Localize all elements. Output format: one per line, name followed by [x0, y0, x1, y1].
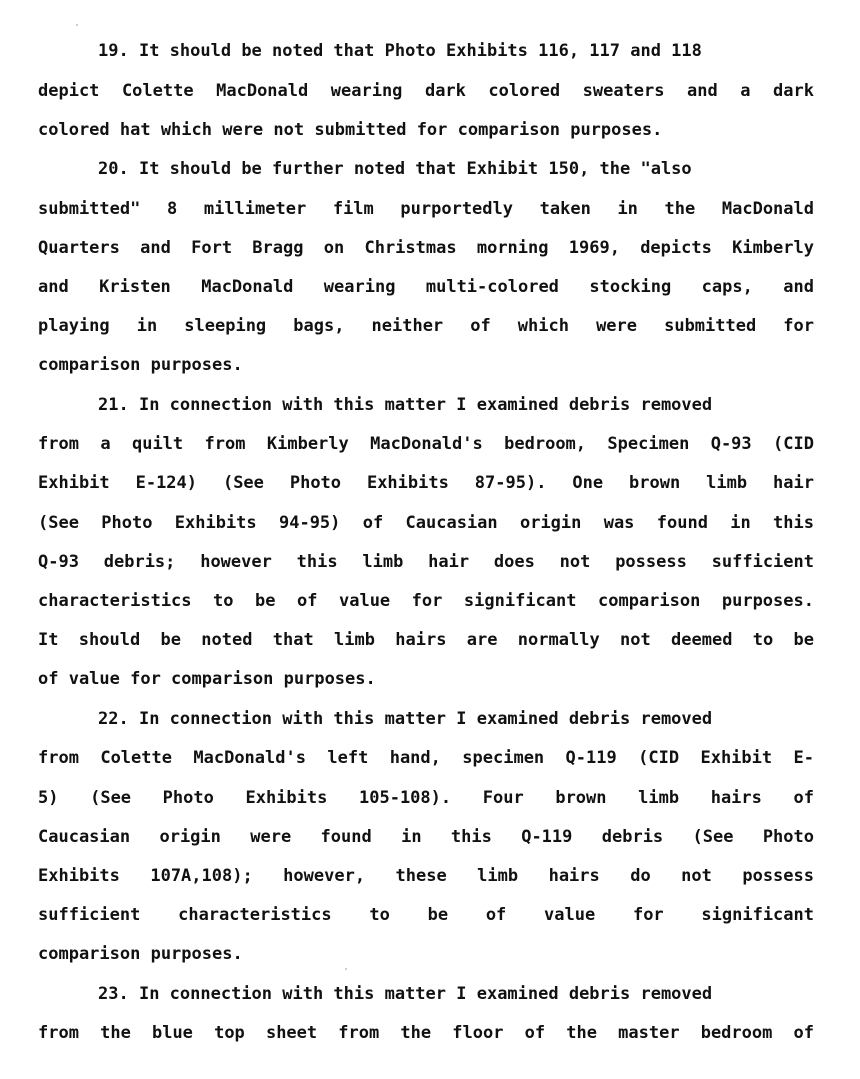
paragraph-22-line-2: from Colette MacDonald's left hand, specimen Q-119 (CID Exhibit E- — [38, 748, 814, 768]
paragraph-22-line-3: 5) (See Photo Exhibits 105-108). Four brown limb hairs of — [38, 788, 814, 808]
paragraph-text: In connection with this matter I examined debris removed — [138, 984, 713, 1004]
paragraph-21-line-1 — [98, 392, 814, 418]
scan-speck — [345, 968, 347, 970]
paragraph-19-line-1 — [98, 38, 814, 64]
paragraph-21-line-8: of value for comparison purposes. — [38, 669, 376, 689]
paragraph-22-line-5: Exhibits 107A,108); however, these limb hairs do not possess — [38, 866, 814, 886]
paragraph-21-line-3: Exhibit E-124) (See Photo Exhibits 87-95). One brown limb hair — [38, 473, 814, 493]
paragraph-text: In connection with this matter I examined debris removed — [138, 709, 713, 729]
paragraph-21-line-5: Q-93 debris; however this limb hair does not possess sufficient — [38, 552, 814, 572]
paragraph-number: 22. — [98, 709, 129, 729]
paragraph-20-line-2: submitted" 8 millimeter film purportedly taken in the MacDonald — [38, 199, 814, 219]
paragraph-19-line-3: colored hat which were not submitted for comparison purposes. — [38, 120, 663, 140]
paragraph-23-line-1 — [98, 981, 814, 1007]
paragraph-20-line-5: playing in sleeping bags, neither of which were submitted for — [38, 316, 814, 336]
paragraph-21-line-2: from a quilt from Kimberly MacDonald's bedroom, Specimen Q-93 (CID — [38, 434, 814, 454]
paragraph-text: It should be noted that Photo Exhibits 116, 117 and 118 — [138, 41, 702, 61]
paragraph-text: It should be further noted that Exhibit 150, the "also — [138, 159, 692, 179]
paragraph-number: 19. — [98, 41, 129, 61]
paragraph-23-line-2: from the blue top sheet from the floor of the master bedroom of — [38, 1023, 814, 1043]
paragraph-21-line-6: characteristics to be of value for significant comparison purposes. — [38, 591, 814, 611]
paragraph-20-line-6: comparison purposes. — [38, 355, 243, 375]
paragraph-number: 23. — [98, 984, 129, 1004]
paragraph-20-line-4: and Kristen MacDonald wearing multi-colored stocking caps, and — [38, 277, 814, 297]
paragraph-22-line-4: Caucasian origin were found in this Q-119 debris (See Photo — [38, 827, 814, 847]
paragraph-22-line-6: sufficient characteristics to be of value for significant — [38, 905, 814, 925]
paragraph-21-line-7: It should be noted that limb hairs are normally not deemed to be — [38, 630, 814, 650]
paragraph-19-line-2: depict Colette MacDonald wearing dark colored sweaters and a dark — [38, 81, 814, 101]
paragraph-21-line-4: (See Photo Exhibits 94-95) of Caucasian origin was found in this — [38, 513, 814, 533]
paragraph-20-line-3: Quarters and Fort Bragg on Christmas morning 1969, depicts Kimberly — [38, 238, 814, 258]
paragraph-text: In connection with this matter I examined debris removed — [138, 395, 713, 415]
paragraph-22-line-1 — [98, 706, 814, 732]
paragraph-number: 21. — [98, 395, 129, 415]
paragraph-22-line-7: comparison purposes. — [38, 944, 243, 964]
paragraph-20-line-1 — [98, 156, 814, 182]
scan-speck — [76, 24, 78, 26]
paragraph-number: 20. — [98, 159, 129, 179]
